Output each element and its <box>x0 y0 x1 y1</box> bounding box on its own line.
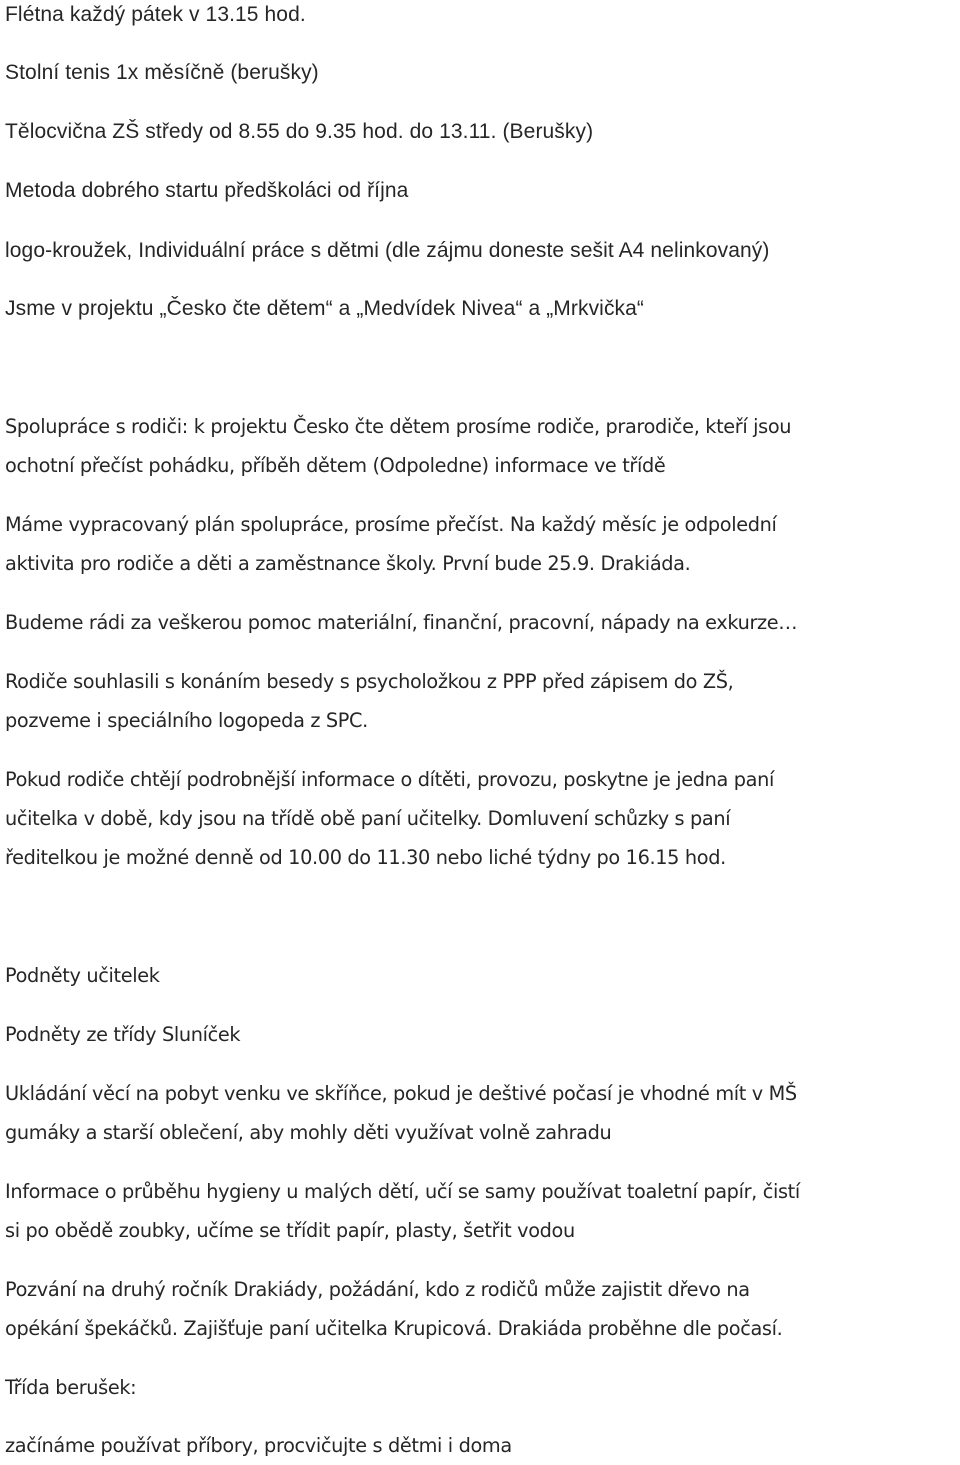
paragraph-line: začínáme používat příbory, procvičujte s dětmi i doma <box>5 1434 512 1457</box>
paragraph-line: Pokud rodiče chtějí podrobnější informace o dítěti, provozu, poskytne je jedna paní <box>5 768 774 791</box>
paragraph-line: Informace o průběhu hygieny u malých dětí, učí se samy používat toaletní papír, čistí <box>5 1180 800 1203</box>
text-line-good-start: Metoda dobrého startu předškoláci od října <box>5 179 409 202</box>
text-line-projects: Jsme v projektu „Česko čte dětem“ a „Medvídek Nivea“ a „Mrkvička“ <box>5 297 645 320</box>
section-heading: Třída berušek: <box>5 1376 137 1399</box>
section-heading: Podněty učitelek <box>5 964 160 987</box>
paragraph-line: ředitelkou je možné denně od 10.00 do 11.30 nebo liché týdny po 16.15 hod. <box>5 846 726 869</box>
text-line-flute: Flétna každý pátek v 13.15 hod. <box>5 3 306 26</box>
paragraph-line: gumáky a starší oblečení, aby mohly děti využívat volně zahradu <box>5 1121 612 1144</box>
paragraph-line: Ukládání věcí na pobyt venku ve skříňce, pokud je deštivé počasí je vhodné mít v MŠ <box>5 1082 797 1105</box>
text-line-gym: Tělocvična ZŠ středy od 8.55 do 9.35 hod. do 13.11. (Berušky) <box>5 120 594 143</box>
paragraph-line: Pozvání na druhý ročník Drakiády, požádání, kdo z rodičů může zajistit dřevo na <box>5 1278 750 1301</box>
paragraph-line: Rodiče souhlasili s konáním besedy s psycholožkou z PPP před zápisem do ZŠ, <box>5 670 734 693</box>
paragraph-line: si po obědě zoubky, učíme se třídit papír, plasty, šetřit vodou <box>5 1219 575 1242</box>
paragraph-line: ochotní přečíst pohádku, příběh dětem (Odpoledne) informace ve třídě <box>5 454 666 477</box>
paragraph-line: pozveme i speciálního logopeda z SPC. <box>5 709 368 732</box>
paragraph-line: Máme vypracovaný plán spolupráce, prosíme přečíst. Na každý měsíc je odpolední <box>5 513 777 536</box>
section-heading: Podněty ze třídy Sluníček <box>5 1023 241 1046</box>
paragraph-line: aktivita pro rodiče a děti a zaměstnance školy. První bude 25.9. Drakiáda. <box>5 552 691 575</box>
paragraph-line: učitelka v době, kdy jsou na třídě obě paní učitelky. Domluvení schůzky s paní <box>5 807 731 830</box>
paragraph-line: Spolupráce s rodiči: k projektu Česko čte dětem prosíme rodiče, prarodiče, kteří jsou <box>5 415 792 438</box>
text-line-table-tennis: Stolní tenis 1x měsíčně (berušky) <box>5 61 319 84</box>
paragraph-line: opékání špekáčků. Zajišťuje paní učitelka Krupicová. Drakiáda proběhne dle počasí. <box>5 1317 783 1340</box>
text-line-speech-club: logo-kroužek, Individuální práce s dětmi (dle zájmu doneste sešit A4 nelinkovaný) <box>5 239 770 262</box>
paragraph-line: Budeme rádi za veškerou pomoc materiální, finanční, pracovní, nápady na exkurze… <box>5 611 798 634</box>
